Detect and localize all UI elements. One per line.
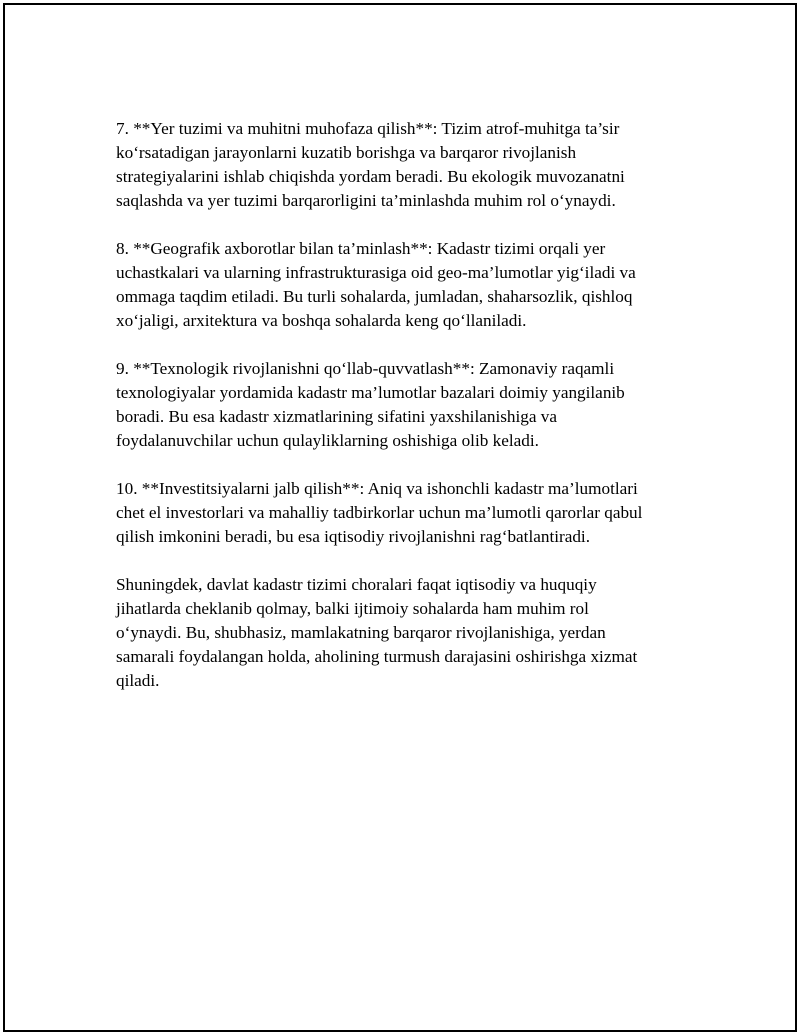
- paragraph-item-10: [116, 477, 700, 549]
- text-line: 8. **Geografik axborotlar bilan ta’minlash**: Kadastr tizimi orqali yer: [116, 239, 606, 258]
- text-line: qiladi.: [116, 671, 160, 690]
- document-body: [116, 117, 700, 717]
- text-line: 10. **Investitsiyalarni jalb qilish**: Aniq va ishonchli kadastr ma’lumotlari: [116, 479, 638, 498]
- paragraph-conclusion: [116, 573, 700, 693]
- text-line: ommaga taqdim etiladi. Bu turli sohalarda, jumladan, shaharsozlik, qishloq: [116, 287, 633, 306]
- text-line: ko‘rsatadigan jarayonlarni kuzatib borishga va barqaror rivojlanish: [116, 143, 577, 162]
- text-line: qilish imkonini beradi, bu esa iqtisodiy rivojlanishni rag‘batlantiradi.: [116, 527, 591, 546]
- text-line: saqlashda va yer tuzimi barqarorligini ta’minlashda muhim rol o‘ynaydi.: [116, 191, 616, 210]
- text-line: xo‘jaligi, arxitektura va boshqa sohalarda keng qo‘llaniladi.: [116, 311, 527, 330]
- text-line: texnologiyalar yordamida kadastr ma’lumotlar bazalari doimiy yangilanib: [116, 383, 625, 402]
- text-line: chet el investorlari va mahalliy tadbirkorlar uchun ma’lumotli qarorlar qabul: [116, 503, 643, 522]
- paragraph-item-9: [116, 357, 700, 453]
- text-line: strategiyalarini ishlab chiqishda yordam beradi. Bu ekologik muvozanatni: [116, 167, 625, 186]
- text-line: Shuningdek, davlat kadastr tizimi choralari faqat iqtisodiy va huquqiy: [116, 575, 597, 594]
- text-line: o‘ynaydi. Bu, shubhasiz, mamlakatning barqaror rivojlanishiga, yerdan: [116, 623, 606, 642]
- text-line: samarali foydalangan holda, aholining turmush darajasini oshirishga xizmat: [116, 647, 638, 666]
- text-line: 9. **Texnologik rivojlanishni qo‘llab-quvvatlash**: Zamonaviy raqamli: [116, 359, 615, 378]
- paragraph-item-7: [116, 117, 700, 213]
- paragraph-item-8: [116, 237, 700, 333]
- text-line: 7. **Yer tuzimi va muhitni muhofaza qilish**: Tizim atrof-muhitga ta’sir: [116, 119, 620, 138]
- text-line: uchastkalari va ularning infrastrukturasiga oid geo-ma’lumotlar yig‘iladi va: [116, 263, 636, 282]
- text-line: foydalanuvchilar uchun qulayliklarning oshishiga olib keladi.: [116, 431, 539, 450]
- text-line: jihatlarda cheklanib qolmay, balki ijtimoiy sohalarda ham muhim rol: [116, 599, 589, 618]
- text-line: boradi. Bu esa kadastr xizmatlarining sifatini yaxshilanishiga va: [116, 407, 558, 426]
